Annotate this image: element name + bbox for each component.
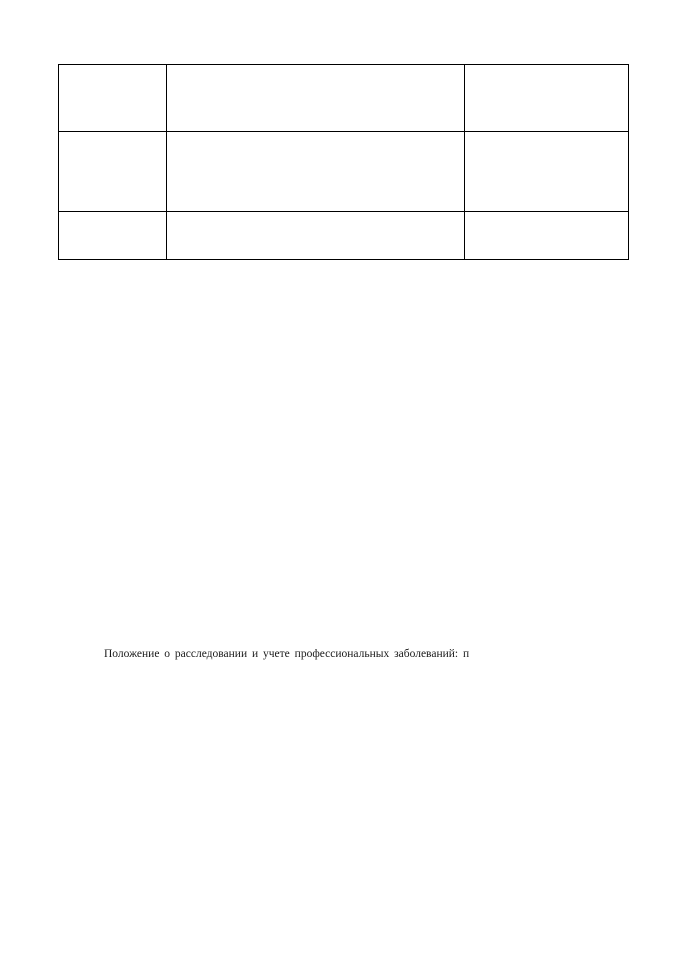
document-text-line: Положение о расследовании и учете профессиональных заболеваний: п — [104, 648, 470, 660]
table-row — [59, 132, 629, 212]
table-cell — [59, 65, 167, 132]
table-cell — [167, 65, 465, 132]
table-cell — [464, 65, 628, 132]
table-cell — [167, 212, 465, 260]
table-row — [59, 65, 629, 132]
table-cell — [59, 212, 167, 260]
table-cell — [167, 132, 465, 212]
table-cell — [59, 132, 167, 212]
table-cell — [464, 212, 628, 260]
document-table — [58, 64, 629, 260]
table-cell — [464, 132, 628, 212]
table-row — [59, 212, 629, 260]
